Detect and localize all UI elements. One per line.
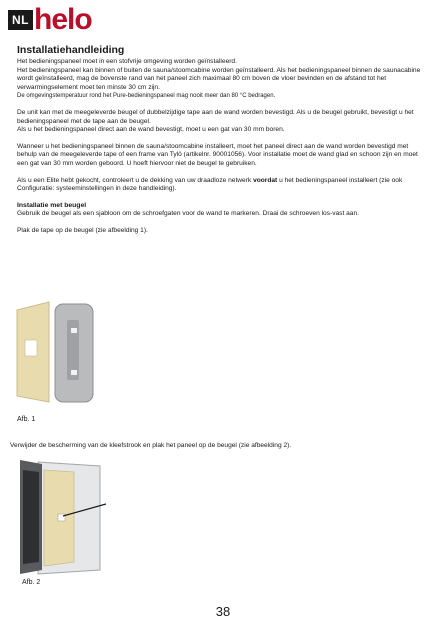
tape-instruction: Plak de tape op de beugel (zie afbeelding 1).	[17, 226, 148, 234]
page-number: 38	[215, 604, 231, 619]
attach-panel-instruction: Verwijder de bescherming van de kleefstrook en plak het paneel op de beugel (zie afbeelding 2).	[10, 442, 292, 449]
page-title: Installatiehandleiding	[17, 44, 125, 56]
cabin-install-paragraph: Wanneer u het bedieningspaneel binnen de sauna/stoomcabine installeert, moet het paneel direct aan de wand worden bevestigd met behulp van de meegeleverde tape of een frame van Tylö (artikelnr. 90001056). Voor installatie moet de wand glad en schoon zijn en moet een gat van 30 mm worden geboord. U hoeft hiervoor niet de beugel te gebruiken.	[17, 142, 418, 167]
mounting-paragraph-2: Als u het bedieningspaneel direct aan de wand bevestigt, moet u een gat van 30 mm boren.	[17, 126, 285, 134]
page-content	[17, 44, 427, 236]
mounting-paragraph-1: De unit kan met de meegeleverde beugel of dubbelzijdige tape aan de wand worden bevestigd. Als u de beugel gebruikt, bevestigt u het bedieningspaneel met de tape aan de beugel.	[17, 108, 414, 125]
figure-1-bracket-tape-image	[15, 300, 100, 410]
figure-1-caption: Afb. 1	[17, 416, 36, 423]
bracket-install-heading: Installatie met beugel	[17, 201, 87, 209]
intro-line-2: Het bedieningspaneel kan binnen of buiten de sauna/stoomcabine worden geïnstalleerd. Als het bedieningspaneel binnen de saunacabine wordt geïnstalleerd, mag de bovenste rand van het paneel zich maximaal 80 cm boven de vloer bevinden en de afstand tot het verwarmingselement moet ten minste 30 cm zijn.	[17, 66, 421, 91]
intro-line-1: Het bedieningspaneel moet in een stofvrije omgeving worden geïnstalleerd.	[17, 58, 237, 65]
elite-paragraph	[17, 177, 427, 194]
bracket-install-paragraph: Gebruik de beugel als een sjabloon om de schroefgaten voor de wand te markeren. Draai de schroeven los-vast aan.	[17, 210, 359, 218]
elite-text-b: u het bedieningspaneel installeert (zie ook Configuratie: systeeminstellingen in deze handleiding).	[17, 176, 403, 193]
language-badge: NL	[8, 10, 33, 30]
elite-text-bold: voordat	[253, 176, 278, 184]
temperature-note: De omgevingstemperatuur rond het Pure-bedieningspaneel mag nooit meer dan 80 °C bedragen.	[17, 93, 276, 100]
brand-wordmark: helo	[34, 3, 92, 36]
elite-text-a: Als u een Elite hebt gekocht, controleert u de dekking van uw draadloze netwerk	[17, 176, 254, 184]
figure-2-caption: Afb. 2	[22, 579, 41, 586]
figure-2-panel-mounting-image	[18, 458, 108, 576]
helo-logo	[8, 3, 92, 36]
